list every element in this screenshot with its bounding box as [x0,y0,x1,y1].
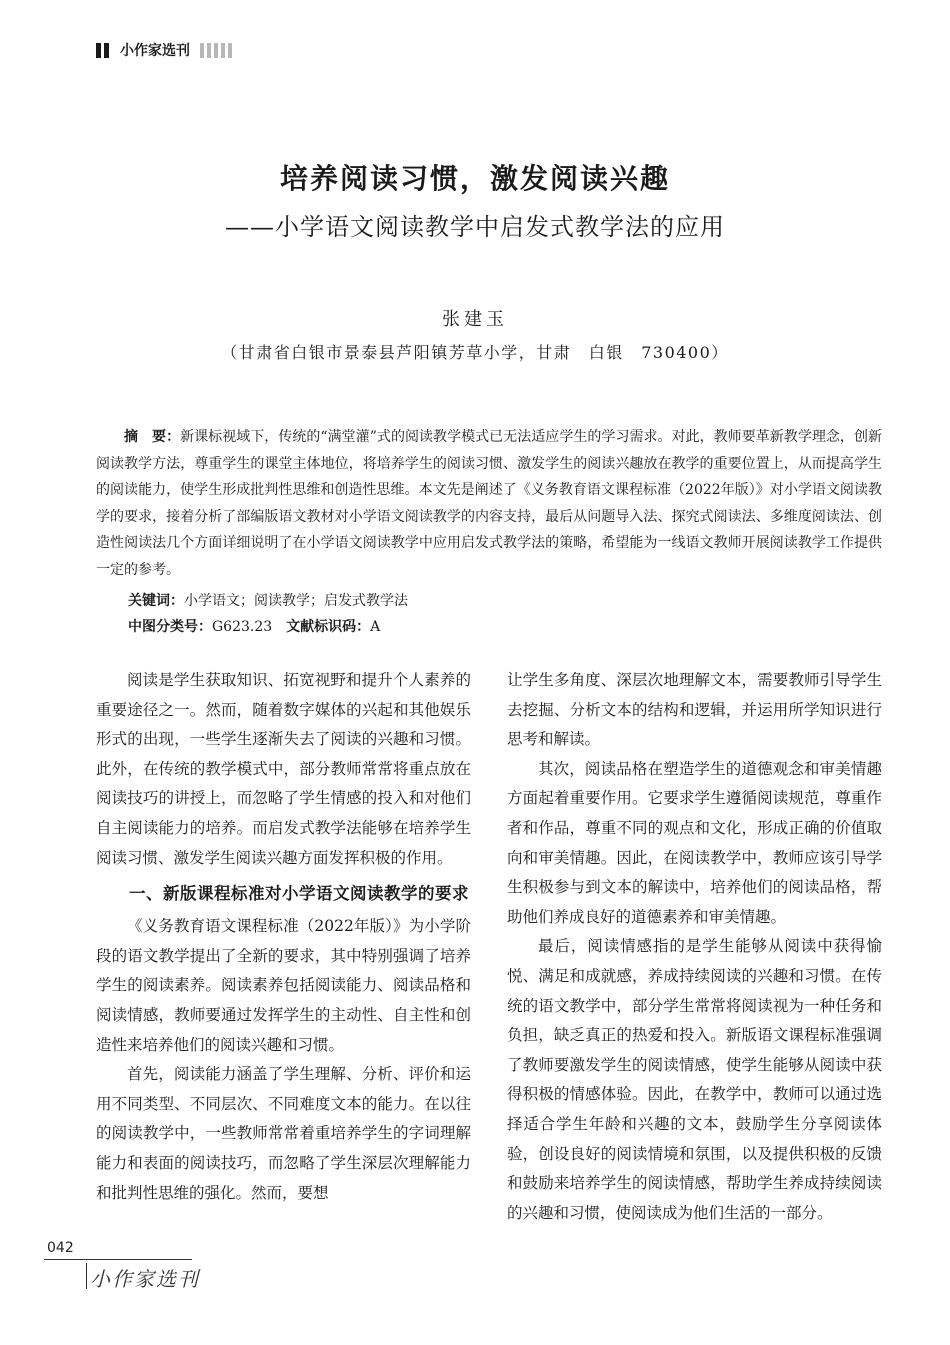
page-number: 042 [47,1240,74,1256]
header-bar-decoration [200,43,204,58]
body-left-column [96,666,471,1208]
footer-rule [44,1259,192,1260]
abstract-label: 摘 要： [124,429,181,445]
author-name: 张建玉 [442,309,508,330]
doc-code-value: A [370,619,381,635]
classification [128,614,380,640]
body-right-column [507,666,882,1228]
abstract-text: 新课标视域下，传统的“满堂灌”式的阅读教学模式已无法适应学生的学习需求。对此，教师要革新教学理念，创新阅读教学方法，尊重学生的课堂主体地位，将培养学生的阅读习惯、激发学生的阅读兴趣放在教学的重要位置上，从而提高学生的阅读能力，使学生形成批判性思维和创造性思维。本文先是阐述了《义务教育语文课程标准（2022年版）》对小学语文阅读教学的要求，接着分析了部编版语文教材对小学语文阅读教学的内容支持，最后从问题导入法、探究式阅读法、多维度阅读法、创造性阅读法几个方面详细说明了在小学语文阅读教学中应用启发式教学法的策略，希望能为一线语文教师开展阅读教学工作提供一定的参考。 [96,429,882,578]
body-paragraph: 其次，阅读品格在塑造学生的道德观念和审美情趣方面起着重要作用。它要求学生遵循阅读规范，尊重作者和作品，尊重不同的观点和文化，形成正确的价值取向和审美情趣。因此，在阅读教学中，教师应该引导学生积极参与到文本的解读中，培养他们的阅读品格，帮助他们养成良好的道德素养和审美情趣。 [507,759,882,926]
article-title: 培养阅读习惯，激发阅读兴趣 [279,162,670,195]
journal-name: 小作家选刊 [120,43,190,59]
body-paragraph: 首先，阅读能力涵盖了学生理解、分析、评价和运用不同类型、不同层次、不同难度文本的能力。在以往的阅读教学中，一些教师常常着重培养学生的字词理解能力和表面的阅读技巧，而忽略了学生深层次理解能力和批判性思维的强化。然而，要想 [96,1065,471,1202]
body-paragraph: 让学生多角度、深层次地理解文本，需要教师引导学生去挖掘、分析文本的结构和逻辑，并运用所学知识进行思考和解读。 [507,671,882,749]
keywords-label: 关键词： [128,593,184,609]
body-paragraph: 阅读是学生获取知识、拓宽视野和提升个人素养的重要途径之一。然而，随着数字媒体的兴起和其他娱乐形式的出现，一些学生逐渐失去了阅读的兴趣和习惯。此外，在传统的教学模式中，部分教师常常将重点放在阅读技巧的讲授上，而忽略了学生情感的投入和对他们自主阅读能力的培养。而启发式教学法能够在培养学生阅读习惯、激发学生阅读兴趣方面发挥积极的作用。 [96,671,471,867]
body-paragraph: 《义务教育语文课程标准（2022年版）》为小学阶段的语文教学提出了全新的要求，其中特别强调了培养学生的阅读素养。阅读素养包括阅读能力、阅读品格和阅读情感，教师要通过发挥学生的主动性、自主性和创造性来培养他们的阅读兴趣和习惯。 [96,917,471,1054]
author-affiliation: （甘肃省白银市景泰县芦阳镇芳草小学，甘肃 白银 730400） [221,343,729,362]
header-bar-decoration [207,43,211,58]
keywords-text: 小学语文；阅读教学；启发式教学法 [184,593,408,609]
abstract [96,424,882,583]
clc-value: G623.23 [212,619,273,635]
header-bar-decoration [214,43,218,58]
journal-header [96,38,235,62]
clc-label: 中图分类号： [128,619,212,635]
footer-journal-logo: 小作家选刊 [90,1267,200,1291]
header-bar-decoration [104,43,109,58]
article-subtitle: ——小学语文阅读教学中启发式教学法的应用 [225,213,725,241]
keywords [128,588,408,614]
header-bar-decoration [228,43,232,58]
body-paragraph: 最后，阅读情感指的是学生能够从阅读中获得愉悦、满足和成就感，养成持续阅读的兴趣和习惯。在传统的语文教学中，部分学生常常将阅读视为一种任务和负担，缺乏真正的热爱和投入。新版语文课程标准强调了教师要激发学生的阅读情感，使学生能够从阅读中获得积极的情感体验。因此，在教学中，教师可以通过选择适合学生年龄和兴趣的文本，鼓励学生分享阅读体验，创设良好的阅读情境和氛围，以及提供积极的反馈和鼓励来培养学生的阅读情感，帮助学生养成持续阅读的兴趣和习惯，使阅读成为他们生活的一部分。 [507,937,882,1222]
header-bar-decoration [96,43,101,58]
section-heading: 一、新版课程标准对小学语文阅读教学的要求 [129,884,469,904]
header-bar-decoration [221,43,225,58]
footer-rule-vertical [86,1263,87,1289]
doc-code-label: 文献标识码： [286,619,371,635]
